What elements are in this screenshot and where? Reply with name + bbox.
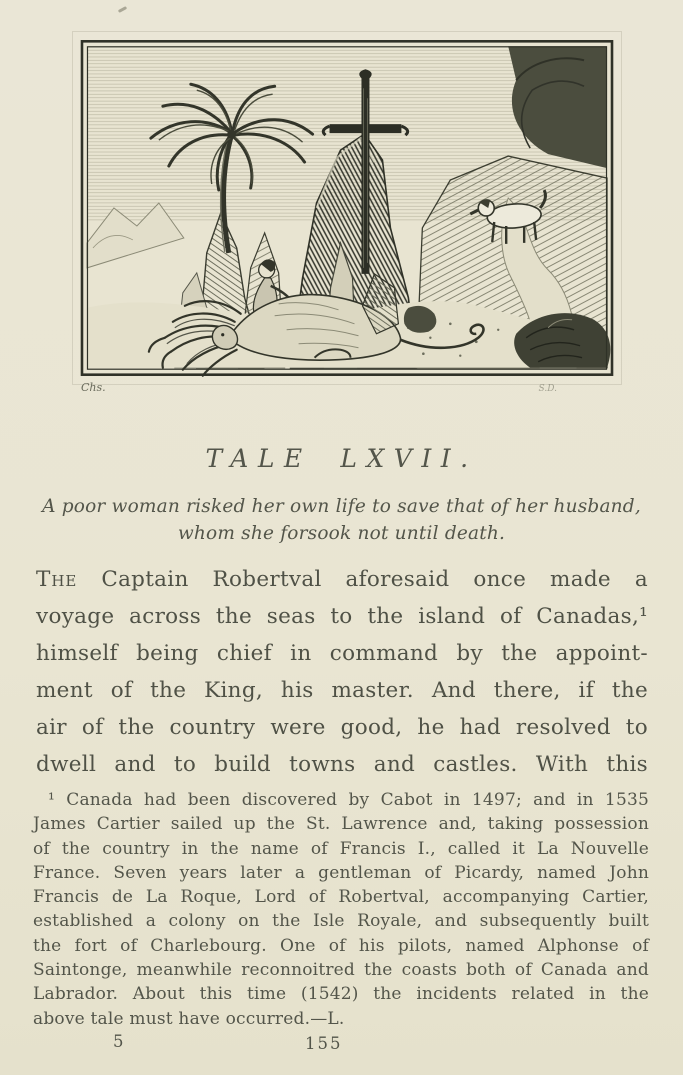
footnote-line: Francis de La Roque, Lord of Robertval, accompanying Cartier, (33, 887, 649, 908)
lead-word: The (36, 567, 78, 592)
tale-title: TALE LXVII. (205, 444, 478, 473)
engraving-image (79, 38, 615, 378)
epigraph (0, 493, 683, 547)
epigraph-line-1: A poor woman risked her own life to save that of her husband, (42, 496, 641, 517)
signature-mark: 5 (113, 1032, 124, 1051)
page-footer (0, 1032, 683, 1062)
engraver-signature-right: S.D. (538, 384, 557, 394)
footnote (33, 788, 649, 1031)
footnote-line: the fort of Charlebourg. One of his pilots, named Alphonse of (33, 935, 649, 956)
footnote-line: ¹ Canada had been discovered by Cabot in 1497; and in 1535 (48, 790, 649, 810)
footnote-line: Labrador. About this time (1542) the incidents related in the (33, 984, 649, 1005)
body-line: himself being chief in command by the appoint- (36, 641, 648, 666)
body-line: The Captain Robertval aforesaid once made a (36, 567, 648, 592)
epigraph-line-2: whom she forsook not until death. (177, 523, 506, 544)
body-line: ment of the King, his master. And there, if the (36, 678, 648, 703)
footnote-line: of the country in the name of Francis I., called it La Nouvelle (33, 838, 649, 859)
engraving-illustration (79, 38, 615, 394)
body-line: air of the country were good, he had resolved to (36, 715, 648, 740)
page-number: 155 (305, 1034, 343, 1053)
body-line: voyage across the seas to the island of Canadas,¹ (36, 604, 648, 629)
paper-speck (118, 6, 127, 13)
footnote-line: above tale must have occurred.—L. (33, 1008, 345, 1029)
body-line: dwell and to build towns and castles. With this (36, 752, 648, 777)
footnote-line: Saintonge, meanwhile reconnoitred the coasts both of Canada and (33, 960, 649, 981)
footnote-line: France. Seven years later a gentleman of Picardy, named John (33, 862, 649, 883)
footnote-line: James Cartier sailed up the St. Lawrence and, taking possession (33, 814, 649, 835)
body-paragraph (36, 561, 648, 783)
footnote-line: established a colony on the Isle Royale, and subsequently built (33, 911, 649, 932)
engraver-signature-left: Chs. (81, 381, 106, 394)
